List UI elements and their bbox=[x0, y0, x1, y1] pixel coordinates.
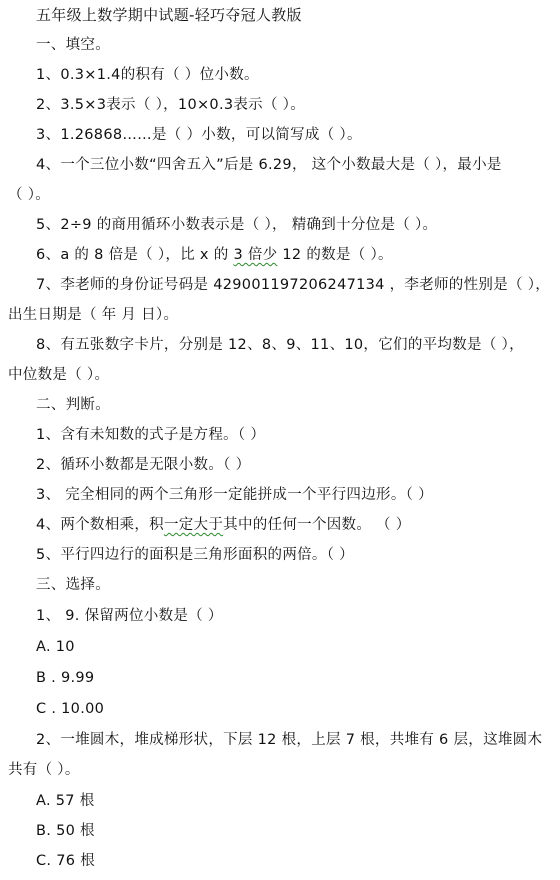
fill-question-4-continued: （ ）。 bbox=[8, 187, 51, 203]
judge-question-1: 1、含有未知数的式子是方程。（ ） bbox=[36, 427, 266, 443]
judge-question-4-end: 其中的任何一个因数。 （ ） bbox=[223, 517, 411, 533]
choice-question-1: 1、 9. 保留两位小数是（ ） bbox=[36, 608, 223, 624]
fill-question-7-continued: 出生日期是（ 年 月 日）。 bbox=[8, 307, 179, 323]
fill-question-1: 1、0.3×1.4的积有（ ）位小数。 bbox=[36, 67, 259, 83]
choice-question-1-option-b: B . 9.99 bbox=[36, 670, 95, 686]
judge-question-3: 3、 完全相同的两个三角形一定能拼成一个平行四边形。（ ） bbox=[36, 487, 433, 503]
grammar-squiggle-text: 一定大于 bbox=[163, 517, 224, 533]
fill-question-8-continued: 中位数是（ ）。 bbox=[8, 367, 110, 383]
choice-question-2-continued: 共有（ ）。 bbox=[8, 762, 80, 778]
choice-question-2: 2、一堆圆木，堆成梯形状，下层 12 根，上层 7 根，共堆有 6 层，这堆圆木 bbox=[36, 732, 543, 748]
judge-question-4-start: 4、两个数相乘，积 bbox=[36, 517, 164, 533]
fill-question-5: 5、2÷9 的商用循环小数表示是（ ）， 精确到十分位是（ ）。 bbox=[36, 217, 438, 233]
choice-heading: 三、选择。 bbox=[36, 577, 110, 593]
fill-question-4: 4、一个三位小数“四舍五入”后是 6.29， 这个小数最大是（ ），最小是 bbox=[36, 157, 502, 173]
fill-question-3: 3、1.26868……是（ ）小数，可以简写成（ ）。 bbox=[36, 127, 362, 143]
page-title: 五年级上数学期中试题-轻巧夺冠人教版 bbox=[36, 6, 302, 24]
choice-question-2-option-a: A. 57 根 bbox=[36, 793, 95, 809]
fill-question-6-end: 12 的数是（ ）。 bbox=[277, 247, 393, 263]
fill-question-6-start: 6、a 的 8 倍是（ ），比 x 的 bbox=[36, 247, 234, 263]
fill-question-6 bbox=[36, 245, 393, 265]
judge-question-2: 2、循环小数都是无限小数。（ ） bbox=[36, 457, 251, 473]
grammar-squiggle-text: 3 倍少 bbox=[233, 247, 278, 263]
fill-heading: 一、填空。 bbox=[36, 37, 110, 53]
judge-heading: 二、判断。 bbox=[36, 397, 110, 413]
judge-question-4 bbox=[36, 515, 411, 535]
fill-question-7: 7、李老师的身份证号码是 429001197206247134 ，李老师的性别是（ ）， bbox=[36, 277, 551, 293]
choice-question-2-option-b: B. 50 根 bbox=[36, 823, 95, 839]
judge-question-5: 5、平行四边行的面积是三角形面积的两倍。（ ） bbox=[36, 547, 354, 563]
choice-question-2-option-c: C. 76 根 bbox=[36, 853, 96, 869]
choice-question-1-option-a: A. 10 bbox=[36, 639, 75, 655]
fill-question-2: 2、3.5×3表示（ ），10×0.3表示（ ）。 bbox=[36, 97, 306, 113]
fill-question-8: 8、有五张数字卡片，分别是 12、8、9、11、10，它们的平均数是（ ）， bbox=[36, 337, 524, 353]
choice-question-1-option-c: C . 10.00 bbox=[36, 701, 105, 717]
